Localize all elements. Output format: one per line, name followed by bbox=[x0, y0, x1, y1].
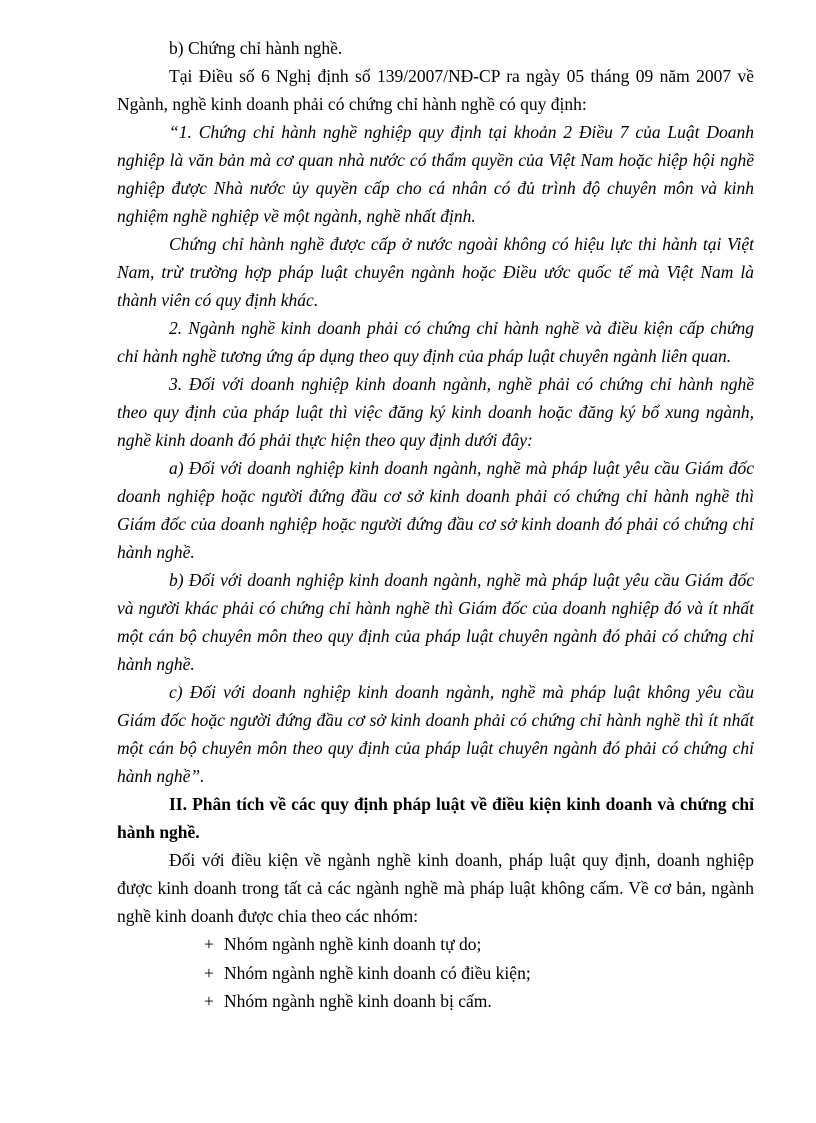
list-item-text: Nhóm ngành nghề kinh doanh tự do; bbox=[224, 934, 482, 954]
quote-clause-2: 2. Ngành nghề kinh doanh phải có chứng chỉ hành nghề và điều kiện cấp chứng chỉ hành nghề tương ứng áp dụng theo quy định của pháp luật chuyên ngành liên quan. bbox=[117, 318, 754, 366]
list-item-text: Nhóm ngành nghề kinh doanh có điều kiện; bbox=[224, 962, 531, 983]
intro-paragraph: Tại Điều số 6 Nghị định số 139/2007/NĐ-CP ra ngày 05 tháng 09 năm 2007 về Ngành, nghề kinh doanh phải có chứng chỉ hành nghề có quy định: bbox=[117, 66, 754, 114]
document-page bbox=[117, 34, 754, 1016]
list-item bbox=[204, 987, 754, 1016]
section-b-title: b) Chứng chỉ hành nghề. bbox=[169, 38, 343, 58]
list-item-text: Nhóm ngành nghề kinh doanh bị cấm. bbox=[224, 991, 492, 1011]
list-item bbox=[204, 959, 754, 988]
list-bullet: + bbox=[204, 962, 214, 983]
quote-clause-3: 3. Đối với doanh nghiệp kinh doanh ngành, nghề phải có chứng chỉ hành nghề theo quy định của pháp luật thì việc đăng ký kinh doanh hoặc đăng ký bổ xung ngành, nghề kinh doanh đó phải thực hiện theo quy định dưới đây: bbox=[117, 374, 754, 450]
quote-clause-1: “1. Chứng chỉ hành nghề nghiệp quy định tại khoản 2 Điều 7 của Luật Doanh nghiệp là văn bản mà cơ quan nhà nước có thẩm quyền của Việt Nam hoặc hiệp hội nghề nghiệp được Nhà nước ủy quyền cấp cho cá nhân có đủ trình độ chuyên môn và kinh nghiệm nghề nghiệp về một ngành, nghề nhất định. bbox=[117, 122, 754, 226]
list-bullet: + bbox=[204, 991, 214, 1011]
business-groups-list bbox=[117, 930, 754, 1016]
quote-clause-3c: c) Đối với doanh nghiệp kinh doanh ngành, nghề mà pháp luật không yêu cầu Giám đốc hoặc người đứng đầu cơ sở kinh doanh phải có chứng chỉ hành nghề thì ít nhất một cán bộ chuyên môn theo quy định của pháp luật chuyên ngành đó phải có chứng chỉ hành nghề”. bbox=[117, 682, 754, 786]
quote-clause-3a: a) Đối với doanh nghiệp kinh doanh ngành, nghề mà pháp luật yêu cầu Giám đốc doanh nghiệp hoặc người đứng đầu cơ sở kinh doanh phải có chứng chỉ hành nghề thì Giám đốc của doanh nghiệp hoặc người đứng đầu cơ sở kinh doanh đó phải có chứng chỉ hành nghề. bbox=[117, 458, 754, 562]
quote-clause-1-note: Chứng chỉ hành nghề được cấp ở nước ngoài không có hiệu lực thi hành tại Việt Nam, trừ trường hợp pháp luật chuyên ngành hoặc Điều ước quốc tế mà Việt Nam là thành viên có quy định khác. bbox=[117, 234, 754, 310]
section-ii-heading: II. Phân tích về các quy định pháp luật về điều kiện kinh doanh và chứng chỉ hành nghề. bbox=[117, 794, 754, 842]
analysis-paragraph: Đối với điều kiện về ngành nghề kinh doanh, pháp luật quy định, doanh nghiệp được kinh doanh trong tất cả các ngành nghề mà pháp luật không cấm. Về cơ bản, ngành nghề kinh doanh được chia theo các nhóm: bbox=[117, 850, 754, 926]
quote-clause-3b: b) Đối với doanh nghiệp kinh doanh ngành, nghề mà pháp luật yêu cầu Giám đốc và người khác phải có chứng chỉ hành nghề thì Giám đốc của doanh nghiệp đó và ít nhất một cán bộ chuyên môn theo quy định của pháp luật chuyên ngành đó phải có chứng chỉ hành nghề. bbox=[117, 570, 754, 674]
list-item bbox=[204, 930, 754, 959]
list-bullet: + bbox=[204, 934, 214, 954]
decree-quote bbox=[117, 118, 754, 790]
